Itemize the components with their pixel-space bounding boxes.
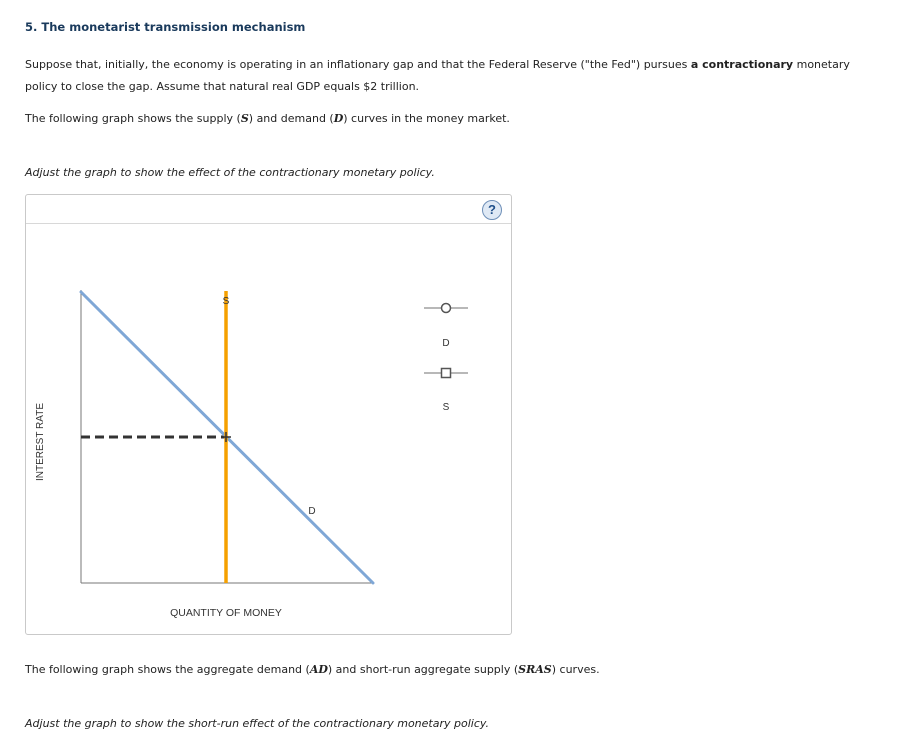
help-button[interactable]: ? xyxy=(482,200,502,220)
intro-paragraph-line-1 xyxy=(25,58,850,71)
legend-item-supply[interactable] xyxy=(424,369,468,414)
legend-item-demand[interactable] xyxy=(424,304,468,350)
supply-curve-label: S xyxy=(222,296,230,307)
ad-text-c: ) curves. xyxy=(551,663,600,676)
mm-symbol-d: D xyxy=(333,112,344,125)
mm-symbol-s: S xyxy=(240,112,249,125)
question-title: 5. The monetarist transmission mechanism xyxy=(25,20,306,34)
y-axis-label: INTEREST RATE xyxy=(35,403,46,481)
ad-text-b: ) and short-run aggregate supply ( xyxy=(327,663,519,676)
legend-supply-label: S xyxy=(442,402,450,413)
instruction-ad-sras: Adjust the graph to show the short-run effect of the contractionary monetary policy. xyxy=(25,717,490,730)
mm-text-b: ) and demand ( xyxy=(248,112,334,125)
money-market-graph xyxy=(26,195,511,634)
x-axis-label: QUANTITY OF MONEY xyxy=(170,607,282,619)
intro-text-a: Suppose that, initially, the economy is operating in an inflationary gap and that the Federal Reserve ("the Fed") pursues xyxy=(25,58,691,71)
money-market-description xyxy=(25,112,510,125)
sras-symbol: SRAS xyxy=(518,663,552,676)
intro-text-b: monetary xyxy=(793,58,850,71)
mm-text-a: The following graph shows the supply ( xyxy=(25,112,241,125)
mm-text-c: ) curves in the money market. xyxy=(343,112,510,125)
money-market-graph-panel xyxy=(25,194,512,635)
intro-text-bold: a contractionary xyxy=(690,58,794,71)
ad-sras-description xyxy=(25,663,600,676)
intro-paragraph-line-2: policy to close the gap. Assume that natural real GDP equals $2 trillion. xyxy=(25,80,420,93)
legend-demand-circle-icon[interactable] xyxy=(442,304,451,313)
legend-supply-square-icon[interactable] xyxy=(442,369,451,378)
instruction-money-market: Adjust the graph to show the effect of the contractionary monetary policy. xyxy=(25,166,435,179)
ad-symbol: AD xyxy=(309,663,328,676)
legend-demand-label: D xyxy=(442,338,450,349)
demand-curve-label: D xyxy=(308,506,316,517)
ad-text-a: The following graph shows the aggregate demand ( xyxy=(25,663,310,676)
